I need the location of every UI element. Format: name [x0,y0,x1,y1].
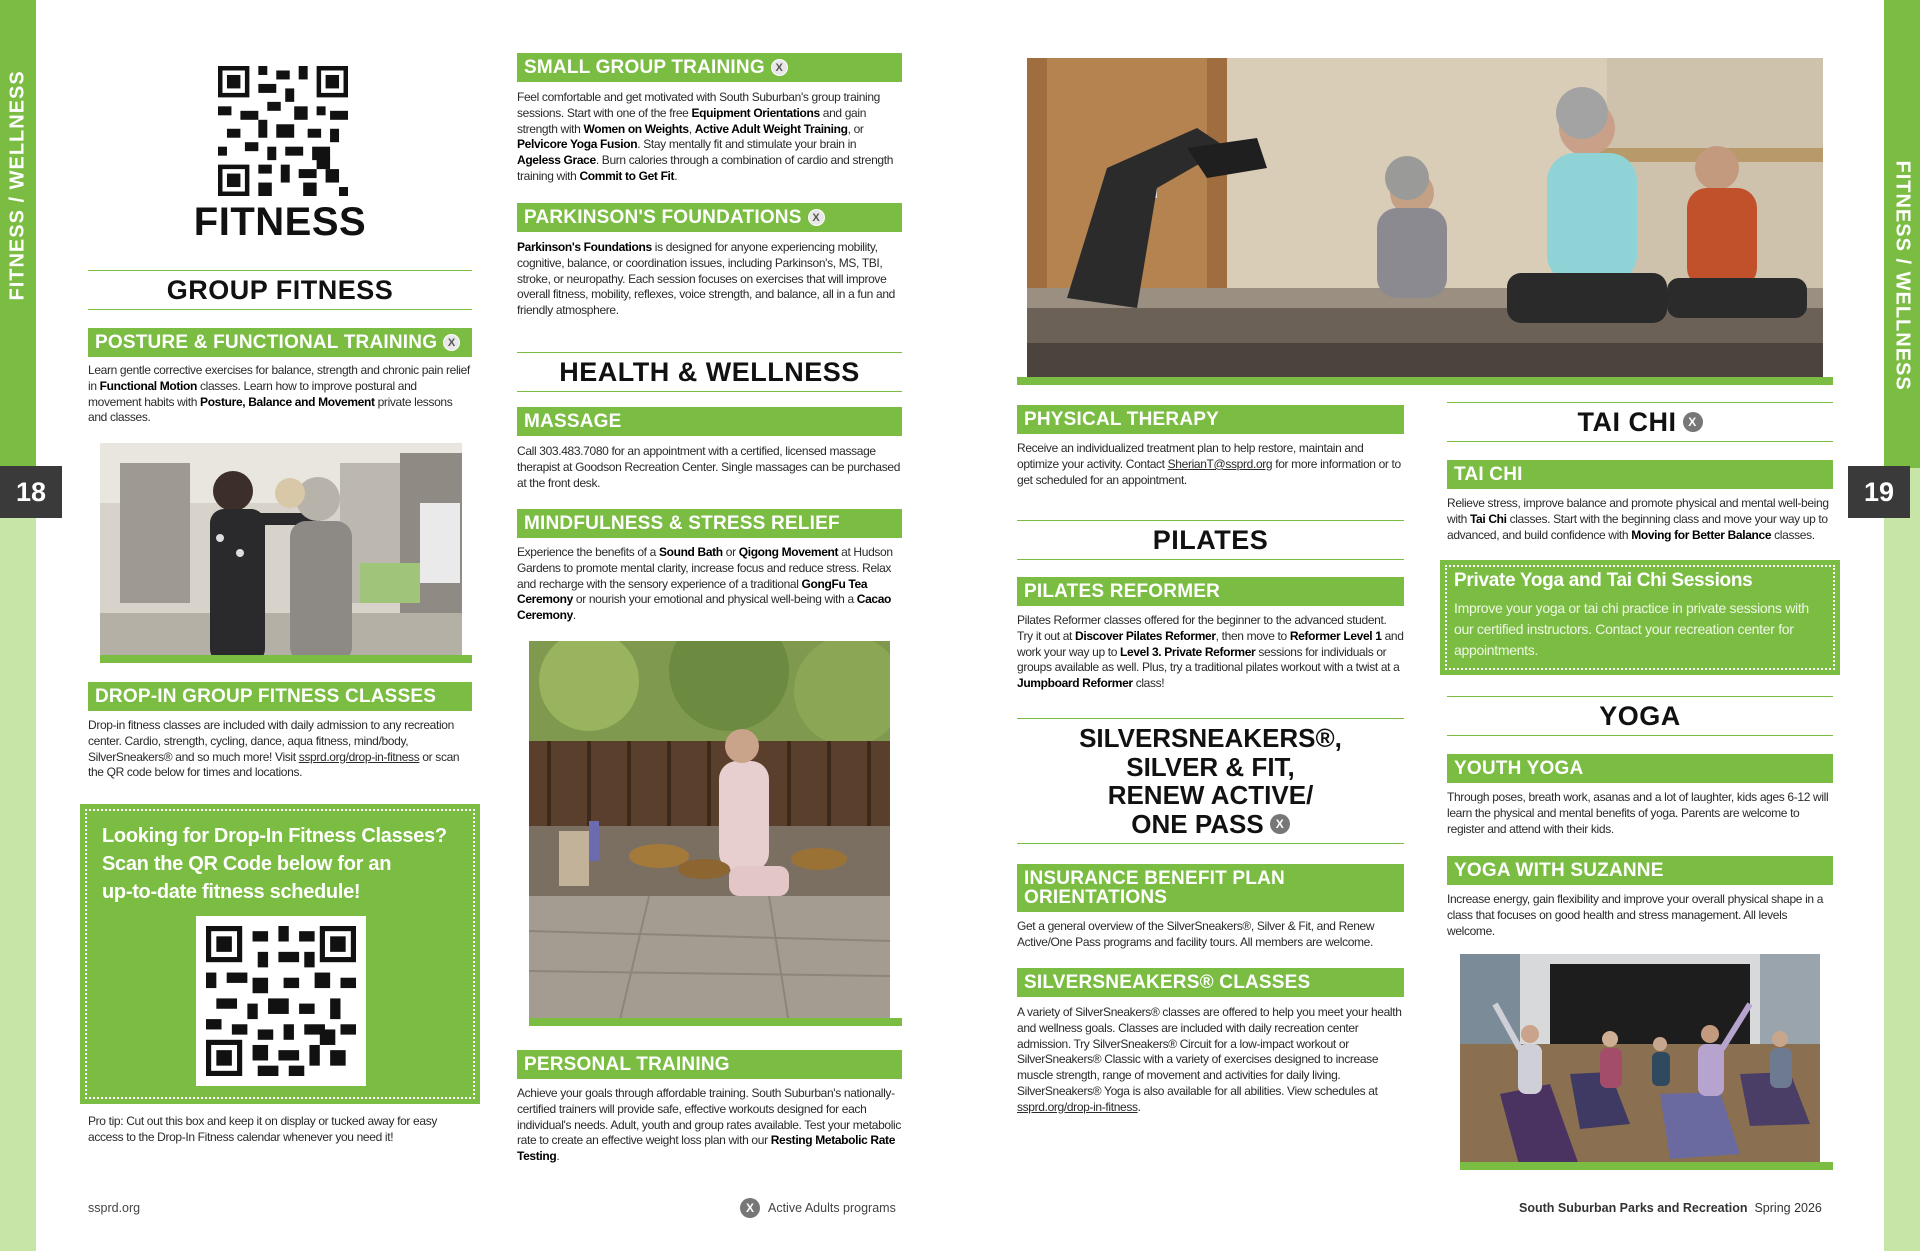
footer-season: Spring 2026 [1754,1201,1822,1215]
massage-bar [517,407,902,436]
parkinsons-text: Parkinson's Foundations is designed for anyone experiencing mobility, cognitive, balance, or coordination issues, including Parkinson's, MS, TBI, stroke, or neuropathy. Each session focuses on exercises that will improve overall fitness, mobility, reflexes, voice strength, and balance, all in a fun and friendly atmosphere. [517,240,895,318]
footer-publisher [1519,1201,1822,1215]
silversneakers-heading-line-2: SILVER & FIT, [1126,751,1295,782]
silversneakers-heading-line-4: ONE PASS [1131,808,1264,839]
silversneakers-classes-bar-label: SILVERSNEAKERS® CLASSES [1024,971,1311,993]
posture-bar [88,328,472,357]
pilates-reformer-bar-label: PILATES REFORMER [1024,580,1221,602]
tai-chi-bar-label: TAI CHI [1454,463,1523,485]
personal-training-bar [517,1050,902,1079]
yoga-class-photo [1460,954,1820,1168]
active-adults-icon: X [771,59,788,76]
active-adults-icon: X [1270,814,1290,834]
active-adults-icon: X [1683,412,1703,432]
parkinsons-bar [517,203,902,232]
tai-chi-heading-label: TAI CHI [1577,406,1677,437]
small-group-text: Feel comfortable and get motivated with South Suburban's group training sessions. Start with one of the free Equipment Orientations and gain strength with Women on Weights, Active Adult Weight Training, or Pelvicore Yoga Fusion. Stay mentally fit and stimulate your brain in Ageless Grace. Burn calories through a combination of cardio and strength training with Commit to Get Fit. [517,90,894,183]
callout-line-2: Scan the QR Code below for an [102,853,392,875]
parkinsons-bar-label: PARKINSON'S FOUNDATIONS [524,206,802,228]
footer-legend-label: Active Adults programs [768,1201,896,1215]
silversneakers-link[interactable]: ssprd.org/drop-in-fitness [1017,1099,1138,1114]
footer-publisher-name: South Suburban Parks and Recreation [1519,1201,1748,1215]
private-sessions-callout [1440,560,1840,675]
personal-training-bar-label: PERSONAL TRAINING [524,1053,730,1075]
insurance-bar-line-1: INSURANCE BENEFIT PLAN [1024,868,1285,889]
tai-chi-text: Relieve stress, improve balance and promote physical and mental well-being with Tai Chi classes. Start with the beginning class and move your way up to advanced, and build confidence with Moving for Better Balance classes. [1447,496,1829,542]
pilates-reformer-text: Pilates Reformer classes offered for the beginner to the advanced student. Try it out at Discover Pilates Reformer, then move to Reformer Level 1 and work your way up to Level 3. Private Reformer sessions for individuals or groups available as well. Plus, try a traditional pilates workout with a twist at a Jumpboard Reformer class! [1017,613,1404,691]
qr-code-top [218,66,348,196]
silversneakers-heading-line-3: RENEW ACTIVE/ [1107,780,1314,810]
pilates-reformer-bar [1017,577,1404,606]
physical-therapy-bar-label: PHYSICAL THERAPY [1024,408,1219,430]
tai-chi-heading [1447,402,1833,442]
private-sessions-text: Improve your yoga or tai chi practice in private sessions with our certified instructors. Contact your recreation center for appointments. [1454,600,1809,658]
footer-legend [740,1198,896,1218]
yoga-heading: YOGA [1447,696,1833,736]
youth-yoga-text: Through poses, breath work, asanas and a lot of laughter, kids ages 6-12 will learn the physical and mental benefits of yoga. Parents are welcome to register and attend with their kids. [1447,790,1829,836]
personal-training-text: Achieve your goals through affordable training. South Suburban's nationally-certified trainers will provide safe, effective workouts designed for each individual's needs. Adult, youth and group rates available. Test your metabolic rate to create an effective weight loss plan with our Resting Metabolic Rate Testing. [517,1086,902,1164]
small-group-bar [517,53,902,82]
dropin-bar-label: DROP-IN GROUP FITNESS CLASSES [95,685,437,707]
mindfulness-text: Experience the benefits of a Sound Bath or Qigong Movement at Hudson Gardens to promote mental clarity, increase focus and reduce stress. Relax and recharge with the sensory experience of a traditional GongFu Tea Ceremony or nourish your emotional and physical well-being with a Cacao Ceremony. [517,545,893,623]
posture-photo [100,443,462,663]
small-group-bar-label: SMALL GROUP TRAINING [524,56,765,78]
callout-line-1: Looking for Drop-In Fitness Classes? [102,825,447,847]
posture-bar-label: POSTURE & FUNCTIONAL TRAINING [95,331,438,353]
dropin-callout [80,804,480,1104]
mindfulness-bar-label: MINDFULNESS & STRESS RELIEF [524,512,840,534]
health-wellness-heading: HEALTH & WELLNESS [517,352,902,392]
yoga-suzanne-bar-label: YOGA WITH SUZANNE [1454,859,1664,881]
yoga-suzanne-bar [1447,856,1833,885]
physical-therapy-email-link[interactable]: SherianT@ssprd.org [1167,456,1273,471]
private-sessions-title: Private Yoga and Tai Chi Sessions [1454,570,1753,591]
insurance-bar [1017,864,1404,912]
massage-bar-label: MASSAGE [524,410,622,432]
dropin-link[interactable]: ssprd.org/drop-in-fitness [298,749,420,764]
callout-line-3: up-to-date fitness schedule! [102,881,361,903]
tai-chi-bar [1447,460,1833,489]
footer-url[interactable]: ssprd.org [88,1201,141,1215]
youth-yoga-bar [1447,754,1833,783]
dropin-text: Drop-in fitness classes are included with daily admission to any recreation center. Cardio, strength, cycling, dance, aqua fitness, mind/body, SilverSneakers® and so much more! Visit ssprd.org/drop-in-fitness or scan the QR code below for times and locations. [88,718,460,780]
active-adults-icon: X [808,209,825,226]
insurance-text: Get a general overview of the SilverSneakers®, Silver & Fit, and Renew Active/One Pass programs and facility tours. All members are welcome. [1017,919,1375,949]
protip-text: Pro tip: Cut out this box and keep it on display or tucked away for easy access to the Drop-In Fitness calendar whenever you need it! [88,1114,438,1144]
silversneakers-classes-text: A variety of SilverSneakers® classes are offered to help you meet your health and wellness goals. Classes are included with daily recreation center admission. Try SilverSneakers® Circuit for a low-impact workout or SilverSneakers® Classic with a variety of exercises designed to increase muscle strength, range of movement and activities for daily living. SilverSneakers® Yoga is also available for all abilities. View schedules at ssprd.org/drop-in-fitness. [1017,1005,1402,1114]
physical-therapy-bar [1017,405,1404,434]
pilates-photo [1027,58,1823,377]
insurance-bar-line-2: ORIENTATIONS [1024,887,1168,908]
silversneakers-heading [1017,718,1404,844]
dropin-bar [88,682,472,711]
physical-therapy-text: Receive an individualized treatment plan to help restore, maintain and optimize your activity. Contact SherianT@ssprd.org for more information or to get scheduled for an appointment. [1017,441,1401,487]
active-adults-icon: X [443,334,460,351]
pilates-heading: PILATES [1017,520,1404,560]
sound-bath-photo [529,641,890,1024]
youth-yoga-bar-label: YOUTH YOGA [1454,757,1584,779]
silversneakers-heading-line-1: SILVERSNEAKERS®, [1079,723,1342,753]
page-number-right: 19 [1848,466,1910,518]
page-number-left: 18 [0,466,62,518]
mindfulness-bar [517,509,902,538]
silversneakers-classes-bar [1017,968,1404,997]
active-adults-icon: X [740,1198,760,1218]
posture-text: Learn gentle corrective exercises for balance, strength and chronic pain relief in Functional Motion classes. Learn how to improve postural and movement habits with Posture, Balance and Movement private lessons and classes. [88,363,470,425]
group-fitness-heading: GROUP FITNESS [88,270,472,310]
left-sidebar-label: FITNESS / WELLNESS [6,70,29,301]
fitness-title: FITNESS [193,200,367,244]
yoga-suzanne-text: Increase energy, gain flexibility and improve your overall physical shape in a class that focuses on good health and stress management. All levels welcome. [1447,892,1824,938]
right-sidebar-label: FITNESS / WELLNESS [1891,160,1914,391]
qr-code-callout[interactable] [196,916,366,1086]
massage-text: Call 303.483.7080 for an appointment with a certified, licensed massage therapist at Goodson Recreation Center. Single massages can be purchased at the front desk. [517,444,901,490]
